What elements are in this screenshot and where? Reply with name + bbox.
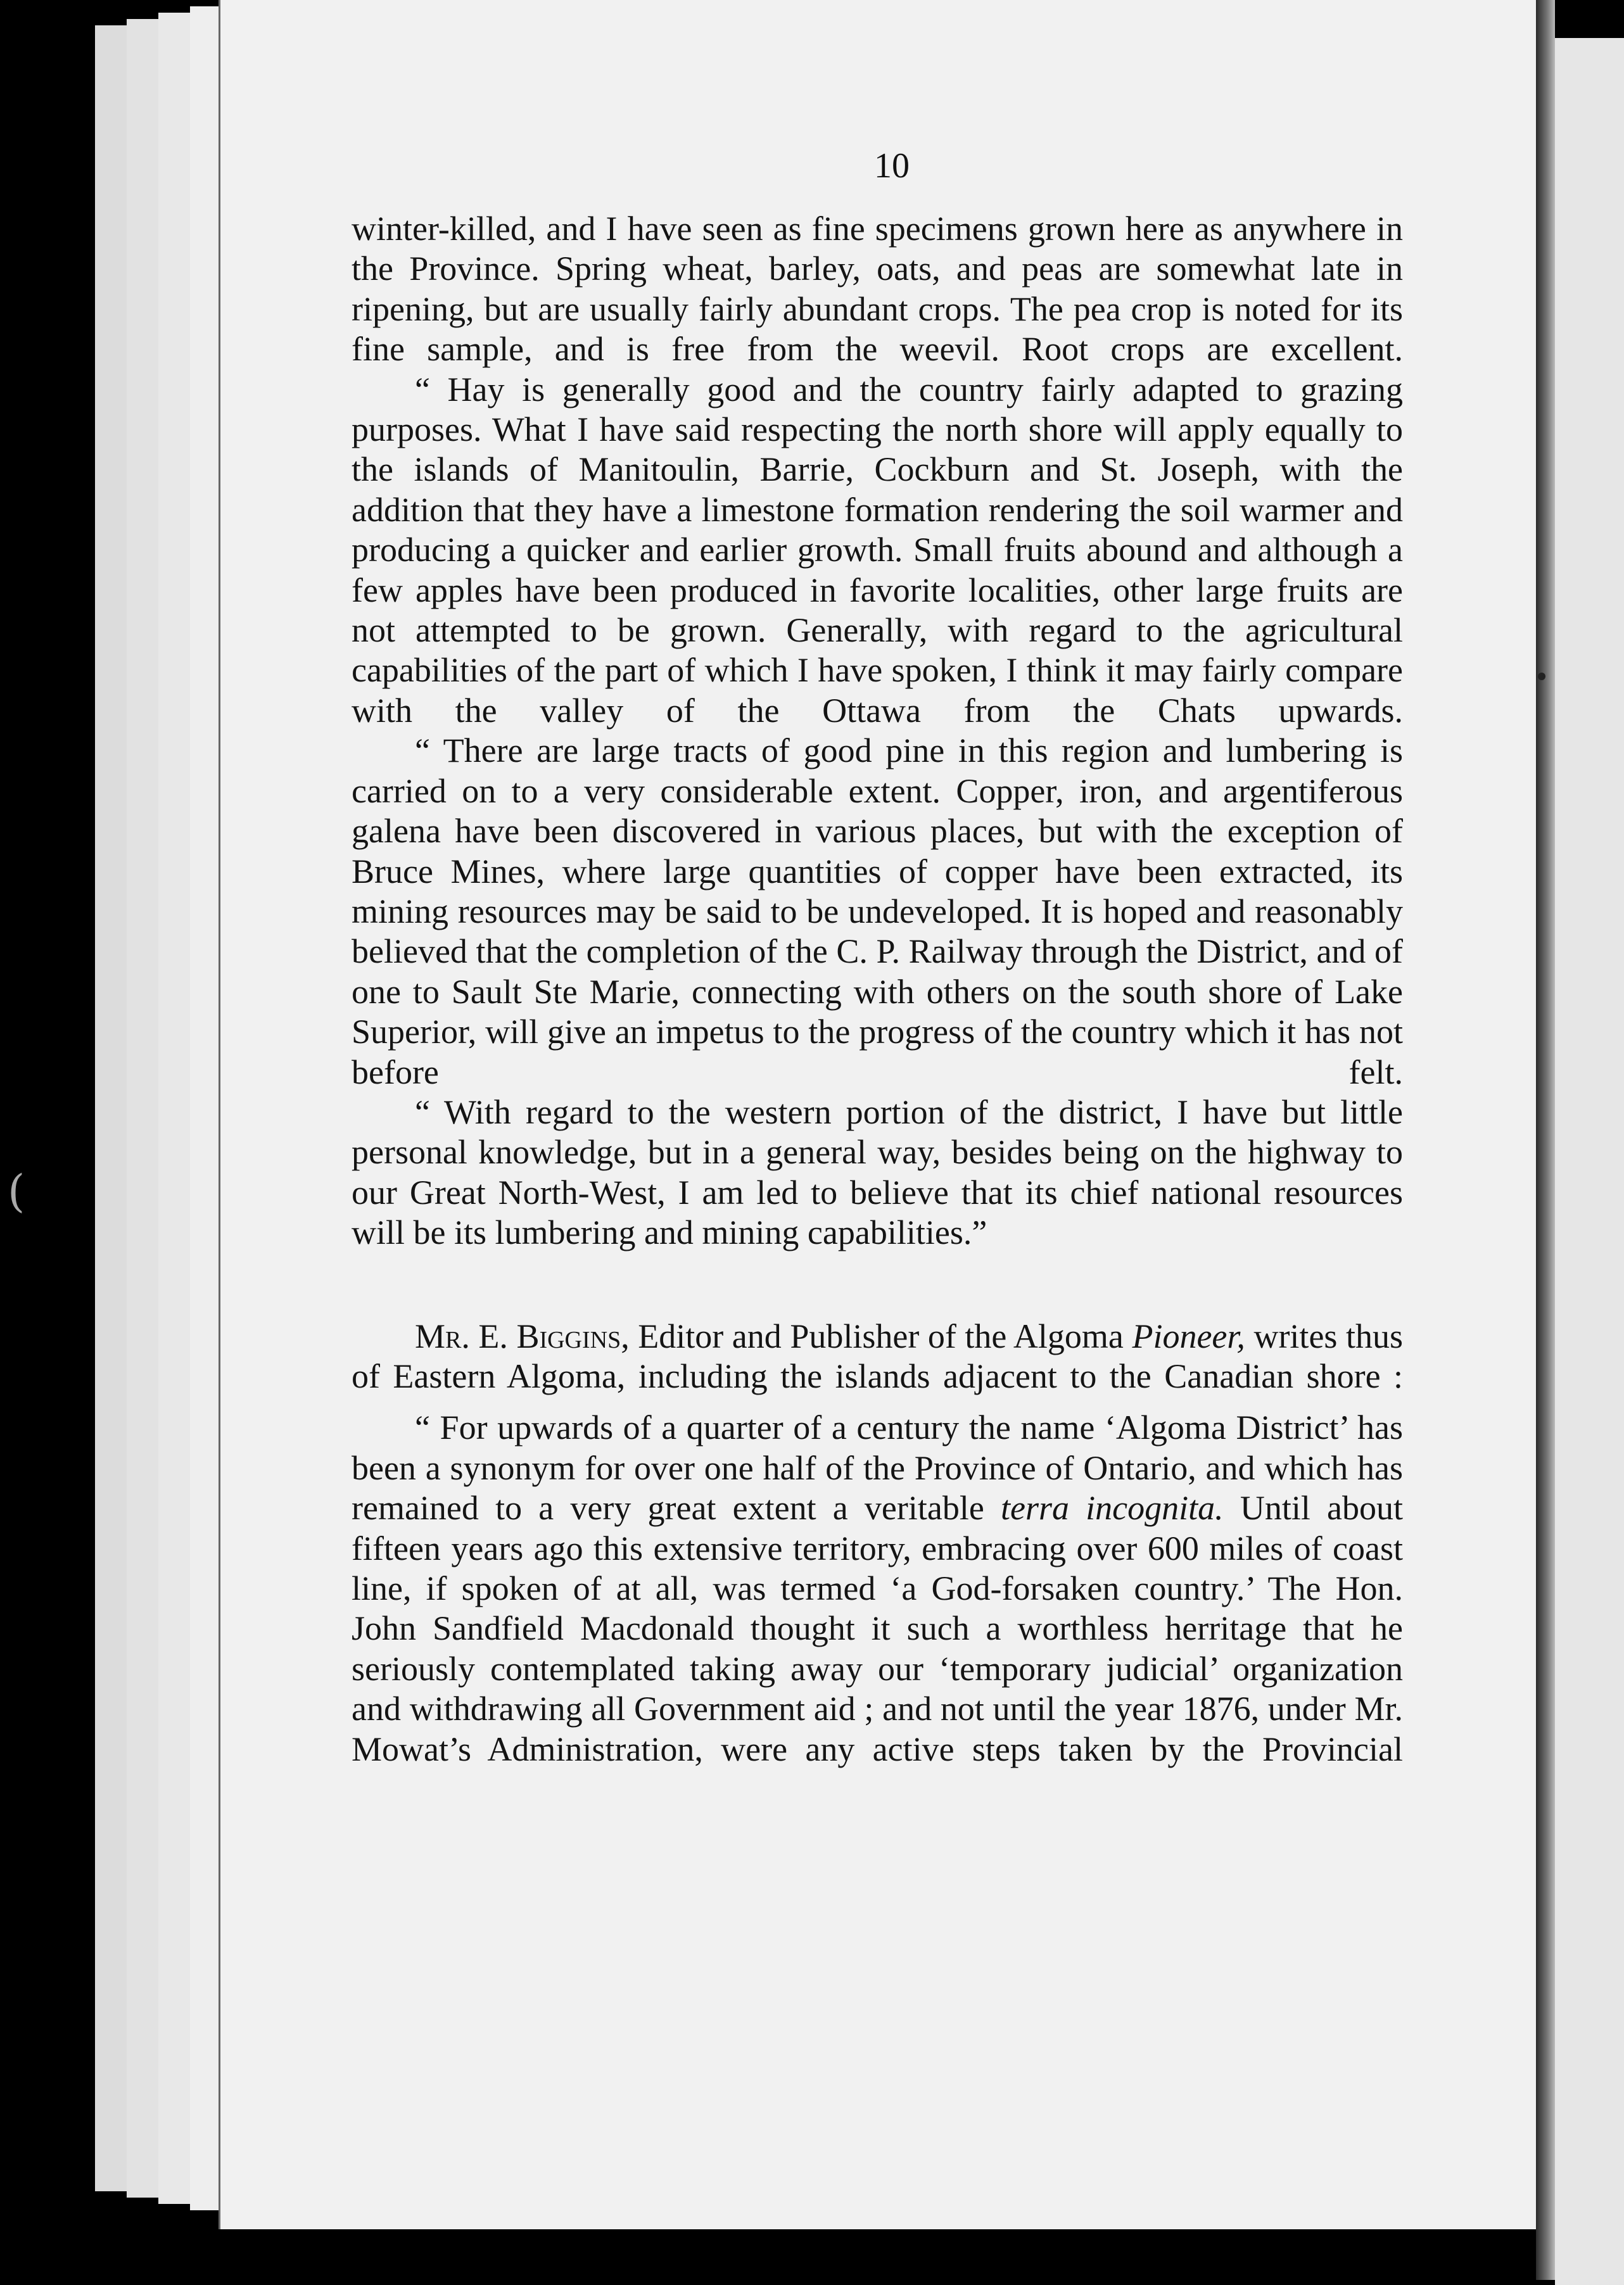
intro-paragraph bbox=[352, 1317, 1403, 1397]
quote-text: Until about fifteen years ago this extensive territory, embracing over 600 miles of coast line, if spoken of at all, was termed ‘a God-forsaken country.’ The Hon. John Sandfield Macdonald thought it such a worthless herritage that he seriously contemplated taking away our ‘temporary judicial’ organization and withdrawing all Government aid ; and not until the year 1876, under Mr. Mowat’s Administration, were any active steps taken by the Provincial bbox=[352, 1489, 1403, 1768]
ink-spot bbox=[1538, 673, 1545, 680]
quote-text: “ For upwards of a quarter of a century the name ‘Algoma District’ has been a synonym for over one half of the Province of Ontario, and which has remained to a very great extent a veritable bbox=[352, 1408, 1403, 1528]
paragraph: “ Hay is generally good and the country fairly adapted to grazing purposes. What I have said respecting the north shore will apply equally to the islands of Manitoulin, Barrie, Cockburn and St. Joseph, with the addition that they have a limestone formation rendering the soil warmer and producing a quicker and earlier growth. Small fruits abound and although a few apples have been produced in favorite localities, other large fruits are not attempted to be grown. Generally, with regard to the agricultural capabilities of the part of which I have spoken, I think it may fairly compare with the valley of the Ottawa from the Chats upwards. bbox=[352, 370, 1403, 730]
paragraph: “ With regard to the western portion of the district, I have but little personal knowledge, but in a general way, besides being on the highway to our Great North-West, I am led to believe that its chief national resources will be its lumbering and mining capabilities.” bbox=[352, 1092, 1403, 1252]
intro-text: Editor and Publisher of the Algoma bbox=[629, 1317, 1132, 1355]
paragraph: winter-killed, and I have seen as fine specimens grown here as anywhere in the Province. Spring wheat, barley, oats, and peas are somewhat late in ripening, but are usually fairly abundant crops. The pea crop is noted for its fine sample, and is free from the weevil. Root crops are excellent. bbox=[352, 210, 1403, 369]
latin-phrase: terra incognita. bbox=[1000, 1489, 1224, 1528]
adjacent-page bbox=[1555, 38, 1624, 2285]
intro-text: writes thus of Eastern Algoma, including the islands adjacent to the Canadian shore : bbox=[352, 1317, 1403, 1395]
page-number: 10 bbox=[874, 146, 910, 186]
book-gutter bbox=[1536, 0, 1555, 2280]
author-name: Mr. E. Biggins, bbox=[415, 1317, 630, 1355]
publication-name: Pioneer, bbox=[1132, 1317, 1245, 1355]
page-edge-mark: ( bbox=[8, 1165, 25, 1217]
body-text bbox=[352, 209, 1403, 1769]
quote-paragraph bbox=[352, 1408, 1403, 1769]
paragraph: “ There are large tracts of good pine in this region and lumbering is carried on to a very considerable extent. Copper, iron, and argentiferous galena have been discovered in various places, but with the exception of Bruce Mines, where large quantities of copper have been extracted, its mining resources may be said to be undeveloped. It is hoped and reasonably believed that the completion of the C. P. Railway through the District, and of one to Sault Ste Marie, connecting with others on the south shore of Lake Superior, will give an impetus to the progress of the country which it has not before felt. bbox=[352, 731, 1403, 1091]
